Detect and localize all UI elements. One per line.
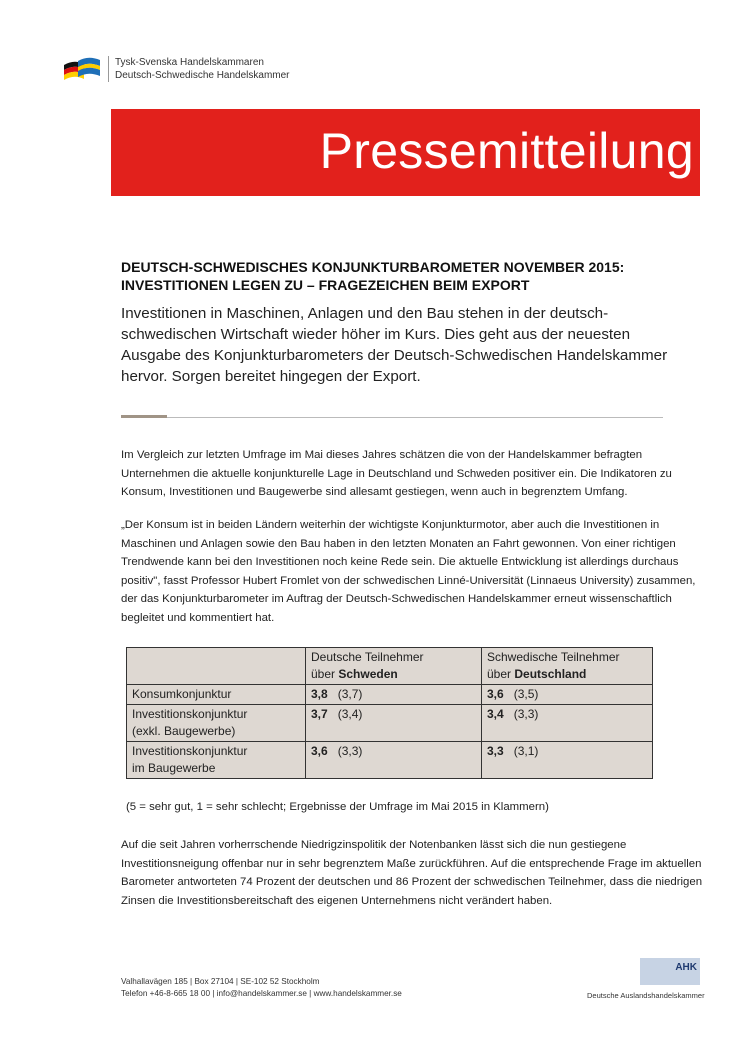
row-label-line2: (exkl. Baugewerbe) xyxy=(132,724,236,738)
german-prev-value: (3,4) xyxy=(337,707,363,721)
ahk-subtitle: Deutsche Auslandshandelskammer xyxy=(587,991,705,1000)
german-value: 3,6 xyxy=(311,744,328,758)
paragraph-3: Auf die seit Jahren vorherrschende Niedrigzinspolitik der Notenbanken lässt sich die nun gestiegene Investitionsneigung offenbar nur in sehr begrenztem Maße zurückführen. Auf die entsprechende Frage im aktuellen Barometer antworteten 74 Prozent der deutschen und 86 Prozent der schwedischen Teilnehmer, dass die niedrigen Zinsen die Investitionsbereitschaft des eigenen Unternehmens nicht verändert haben. xyxy=(121,839,703,907)
german-value: 3,8 xyxy=(311,687,328,701)
ahk-logo-icon xyxy=(640,958,700,985)
paragraph-2: „Der Konsum ist in beiden Ländern weiterhin der wichtigste Konjunkturmotor, aber auch die Investitionen in Maschinen und Anlagen sowie den Bau haben in den letzten Monaten an Fahrt gewonnen. Von einer richtigen Trendwende kann bei den Investitionen noch keine Rede sein. Die aktuelle Entwicklung ist allerdings durchaus positiv", fasst Professor Hubert Fromlet von der schwedischen Linné-Universität (Linnaeus University) zusammen, der das Konjunkturbarometer im Auftrag der Deutsch-Schwedischen Handelskammer erneut wissenschaftlich begleitet und kommentiert hat. xyxy=(121,519,696,624)
table-header-swedish-bold: Deutschland xyxy=(514,667,587,681)
table-header-german-bold: Schweden xyxy=(338,667,398,681)
divider-accent xyxy=(121,415,167,418)
headline xyxy=(121,258,681,294)
banner-title: Pressemitteilung xyxy=(319,123,694,179)
table-header-german-prefix: über xyxy=(311,667,339,681)
org-name-line2: Deutsch-Schwedische Handelskammer xyxy=(115,70,290,81)
swedish-prev-value: (3,3) xyxy=(513,707,539,721)
table-header-empty xyxy=(127,648,306,685)
table-row xyxy=(127,742,653,779)
swedish-prev-value: (3,5) xyxy=(513,687,539,701)
swedish-value-cell xyxy=(482,742,653,779)
row-label-line1: Investitionskonjunktur xyxy=(132,707,248,721)
table-header-swedish-line1: Schwedische Teilnehmer xyxy=(487,650,620,664)
swedish-prev-value: (3,1) xyxy=(513,744,539,758)
organization-name xyxy=(108,56,290,82)
ahk-label: AHK xyxy=(675,962,697,973)
table-header-swedish xyxy=(482,648,653,685)
german-value: 3,7 xyxy=(311,707,328,721)
headline-line1: DEUTSCH-SCHWEDISCHES KONJUNKTURBAROMETER NOVEMBER 2015: xyxy=(121,259,625,275)
swedish-value: 3,6 xyxy=(487,687,504,701)
row-label-line1: Investitionskonjunktur xyxy=(132,744,248,758)
press-release-banner xyxy=(111,109,700,196)
barometer-table xyxy=(126,647,653,779)
paragraph-1: Im Vergleich zur letzten Umfrage im Mai dieses Jahres schätzen die von der Handelskammer befragten Unternehmen die aktuelle konjunkturelle Lage in Deutschland und Schweden positiver ein. Die Indikatoren zu Konsum, Investitionen und Baugewerbe sind allesamt gestiegen, wenn auch in begrenztem Umfang. xyxy=(121,449,672,498)
footer-line2: Telefon +46-8-665 18 00 | info@handelskammer.se | www.handelskammer.se xyxy=(121,989,402,998)
table-header-german-line1: Deutsche Teilnehmer xyxy=(311,650,424,664)
table-row xyxy=(127,705,653,742)
row-label xyxy=(127,705,306,742)
lead-paragraph: Investitionen in Maschinen, Anlagen und den Bau stehen in der deutsch-schwedischen Wirtschaft wieder höher im Kurs. Dies geht aus der neuesten Ausgabe des Konjunkturbarometers der Deutsch-Schwedischen Handelskammer hervor. Sorgen bereitet hingegen der Export. xyxy=(121,305,668,385)
german-prev-value: (3,7) xyxy=(337,687,363,701)
row-label-line2: im Baugewerbe xyxy=(132,761,216,775)
headline-line2: INVESTITIONEN LEGEN ZU – FRAGEZEICHEN BEIM EXPORT xyxy=(121,277,530,293)
footer-line1: Valhallavägen 185 | Box 27104 | SE-102 52 Stockholm xyxy=(121,977,320,986)
table-row xyxy=(127,685,653,705)
table-header-row xyxy=(127,648,653,685)
german-prev-value: (3,3) xyxy=(337,744,363,758)
swedish-value-cell xyxy=(482,705,653,742)
swedish-value-cell xyxy=(482,685,653,705)
table-header-swedish-prefix: über xyxy=(487,667,515,681)
row-label xyxy=(127,685,306,705)
footer-address xyxy=(121,976,402,1000)
swedish-value: 3,3 xyxy=(487,744,504,758)
row-label-line1: Konsumkonjunktur xyxy=(132,687,232,701)
divider xyxy=(121,417,663,418)
org-name-line1: Tysk-Svenska Handelskammaren xyxy=(115,57,264,68)
german-value-cell xyxy=(306,685,482,705)
german-value-cell xyxy=(306,742,482,779)
chamber-logo-icon xyxy=(62,55,102,87)
table-header-german xyxy=(306,648,482,685)
swedish-value: 3,4 xyxy=(487,707,504,721)
table-note: (5 = sehr gut, 1 = sehr schlecht; Ergebnisse der Umfrage im Mai 2015 in Klammern) xyxy=(126,801,549,813)
german-value-cell xyxy=(306,705,482,742)
row-label xyxy=(127,742,306,779)
